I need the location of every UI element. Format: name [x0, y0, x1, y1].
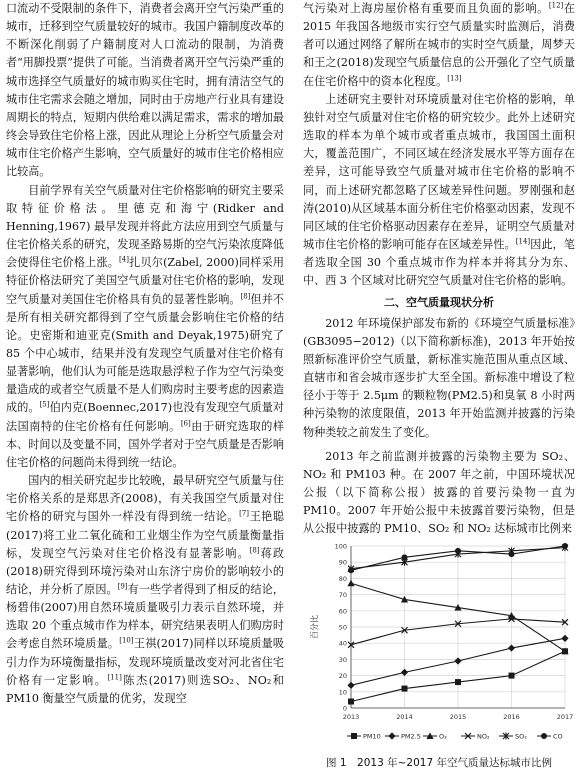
citation: [8] [240, 291, 251, 300]
paragraph: 上述研究主要针对环境质量对住宅价格的影响，单独针对空气质量对住宅价格的研究较少。此外上述研究选取的样本为单个城市或者重点城市，我国国土面积大，覆盖范围广，不同区域在经济发展水平等方面存在差异，这可能导致空气质量对城市住宅价格的影响不同，而上述研究都忽略了区域差异性问题。罗刚强和赵涛(2010)从区域基本面分析住宅价格驱动因素，发现不同区域的住宅价格驱动因素存在差异，证明空气质量对城市住宅价格的影响可能存在区域差异性。[14]因此，笔者选取全国 30 个重点城市作为样本并将其分为东、中、西 3 个区域对比研究空气质量对住宅价格的影响。 [303, 92, 575, 288]
data-point [562, 543, 568, 549]
citation: [13] [447, 73, 462, 82]
left-column [6, 0, 284, 708]
citation: [4] [119, 255, 129, 264]
data-point [347, 580, 354, 587]
legend-label: PM2.5 [401, 732, 421, 741]
legend-marker [541, 733, 547, 739]
data-point [455, 679, 461, 685]
y-axis-label: 百分比 [310, 615, 319, 639]
figure-1-chart [303, 538, 578, 754]
legend-marker [388, 732, 395, 739]
paragraph: 目前学界有关空气质量对住宅价格影响的研究主要采取特征价格法。里德克和海宁(Ridker and Henning,1967) 最早发现并将此方法应用到空气质量与住宅价格关系的研究，发现圣路易斯的空气污染浓度降低会使得住宅价格上涨。[4]扎贝尔(Zabel, 2000)同样采用特征价格法研究了美国空气质量对住宅价格的影响，发现空气质量对美国住宅价格具有负的显著性影响。[8]但并不是所有相关研究都得到了空气质量会影响住宅价格的结论。史密斯和迪亚克(Smith and Deyak,1975)研究了 85 个中心城市，结果并没有发现空气质量对住宅价格有显著影响，他们认为可能是选取悬浮粒子作为空气污染变量造成的或者空气质量不是人们购房时主要考虑的因素造成的。[5]伯内克(Boennec,2017)也没有发现空气质量对法国南特的住宅价格有任何影响。[6]由于研究选取的样本、时间以及变量不同，国外学者对于空气质量是否影响住宅价格的问题尚未得到统一结论。 [6, 183, 284, 469]
y-tick-label: 60 [338, 607, 347, 616]
citation: [11] [107, 673, 122, 682]
data-point [402, 554, 408, 560]
citation: [6] [180, 418, 191, 427]
y-tick-label: 0 [342, 704, 347, 713]
y-tick-label: 30 [338, 655, 347, 664]
citation: [10] [119, 636, 134, 645]
y-tick-label: 80 [338, 574, 347, 583]
legend-label: NO₂ [477, 732, 490, 741]
data-point [402, 686, 408, 692]
x-tick-label: 2013 [342, 713, 360, 721]
legend-label: O₃ [439, 732, 447, 741]
paragraph: 国内的相关研究起步比较晚，最早研究空气质量与住宅价格关系的是郑思齐(2008)，有关我国空气质量对住宅价格的研究与国外一样没有得到统一结论。[7]王艳聪(2017)将工业二氧化硫和工业烟尘作为空气质量衡量指标，发现空气污染对住宅价格没有显著影响。[8]蒋政(2018)研究得到环境污染对山东济宁房价的影响较小的结论，并分析了原因。[9]有一些学者得到了相反的结论，杨碧伟(2007)用自然环境质量吸引力表示自然环境，并选取 20 个重点城市作为样本，研究结果表明人们购房时会考虑自然环境质量。[10]王祺(2017)同样以环境质量吸引力作为环境衡量指标，发现环境质量改变对河北省住宅价格有一定影响。[11]陈杰(2017)则选SO₂、NO₂和 PM10 衡量空气质量的优劣，发现空 [6, 474, 284, 705]
figure-caption: 图 1 2013 年~2017 年空气质量达标城市比例 [326, 757, 552, 769]
x-tick-label: 2017 [556, 713, 574, 721]
citation: [9] [117, 582, 128, 591]
citation: [7] [239, 509, 250, 518]
paragraph: 2012 年环境保护部发布新的《环境空气质量标准》(GB3095−2012)（以下简称新标准)，2013 年开始按照新标准评价空气质量，新标准实施范围从重点区域、直辖市和省会城市逐步扩大至全国。新标准中增设了粒径小于等于 2.5μm 的颗粒物(PM2.5)和臭氧 8 小时两种污染物的浓度限值，2013 年开始监测并披露的污染物种类较之前发生了变化。 [303, 316, 575, 439]
legend-label: SO₂ [515, 732, 527, 741]
citation: [5] [39, 400, 50, 409]
right-column [303, 0, 575, 539]
citation: [14] [515, 237, 531, 246]
data-point [348, 567, 354, 573]
y-tick-label: 90 [338, 558, 347, 567]
y-tick-label: 70 [338, 591, 347, 600]
legend-label: PM10 [363, 732, 381, 741]
y-tick-label: 40 [338, 639, 347, 648]
y-tick-label: 100 [334, 542, 347, 551]
data-point [401, 669, 408, 676]
x-tick-label: 2016 [503, 713, 520, 721]
legend-marker [351, 733, 357, 739]
citation: [12] [548, 1, 564, 10]
data-point [509, 551, 515, 557]
legend-label: CO [553, 732, 563, 741]
data-point [454, 657, 461, 664]
line-chart [303, 538, 578, 754]
paragraph: 气污染对上海房屋价格有重要而且负面的影响。[12]在 2015 年我国各地级市实行空气质量实时监测后，消费者可以通过网络了解所在城市的实时空气质量，周梦天和王之(2018)发现空气质量信息的公开强化了空气质量在住宅价格中的资本化程度。[13] [303, 1, 575, 88]
data-point [509, 673, 515, 679]
x-tick-label: 2014 [396, 713, 413, 721]
paragraph: 2013 年之前监测并披露的污染物主要为 SO₂、NO₂ 和 PM103 种。在 2007 年之前，中国环境状况公报（以下简称公报）披露的首要污染物一直为 PM10。2007 年开始公报中未披露首要污染物，但是从公报中披露的 PM10、SO₂ 和 NO₂ 达标城市比例来 [303, 449, 575, 536]
data-point [455, 548, 461, 554]
paragraph: 口流动不受限制的条件下，消费者会离开空气污染严重的城市，迁移到空气质量较好的城市。我国户籍制度改革的不断深化削弱了户籍制度对人口流动的限制，为消费者“用脚投票”提供了可能。当消费者离开空气污染严重的城市选择空气质量好的城市购买住宅时，拥有清洁空气的城市住宅需求会随之增加，同时由于房地产行业具有建设周期长的特点，短期内供给难以满足需求，需求的增加最终会导致住宅价格上涨，因此从理论上分析空气质量会对城市住宅价格产生影响，空气质量好的城市住宅价格相应比较高。 [6, 2, 284, 179]
data-point [561, 635, 568, 642]
section-heading: 二、空气质量现状分析 [384, 295, 494, 309]
data-point [348, 699, 354, 705]
citation: [8] [249, 546, 260, 554]
data-point [347, 682, 354, 689]
data-point [508, 644, 515, 651]
y-tick-label: 10 [338, 688, 347, 697]
x-tick-label: 2015 [449, 713, 467, 721]
y-tick-label: 20 [338, 672, 347, 681]
y-tick-label: 50 [338, 623, 347, 632]
